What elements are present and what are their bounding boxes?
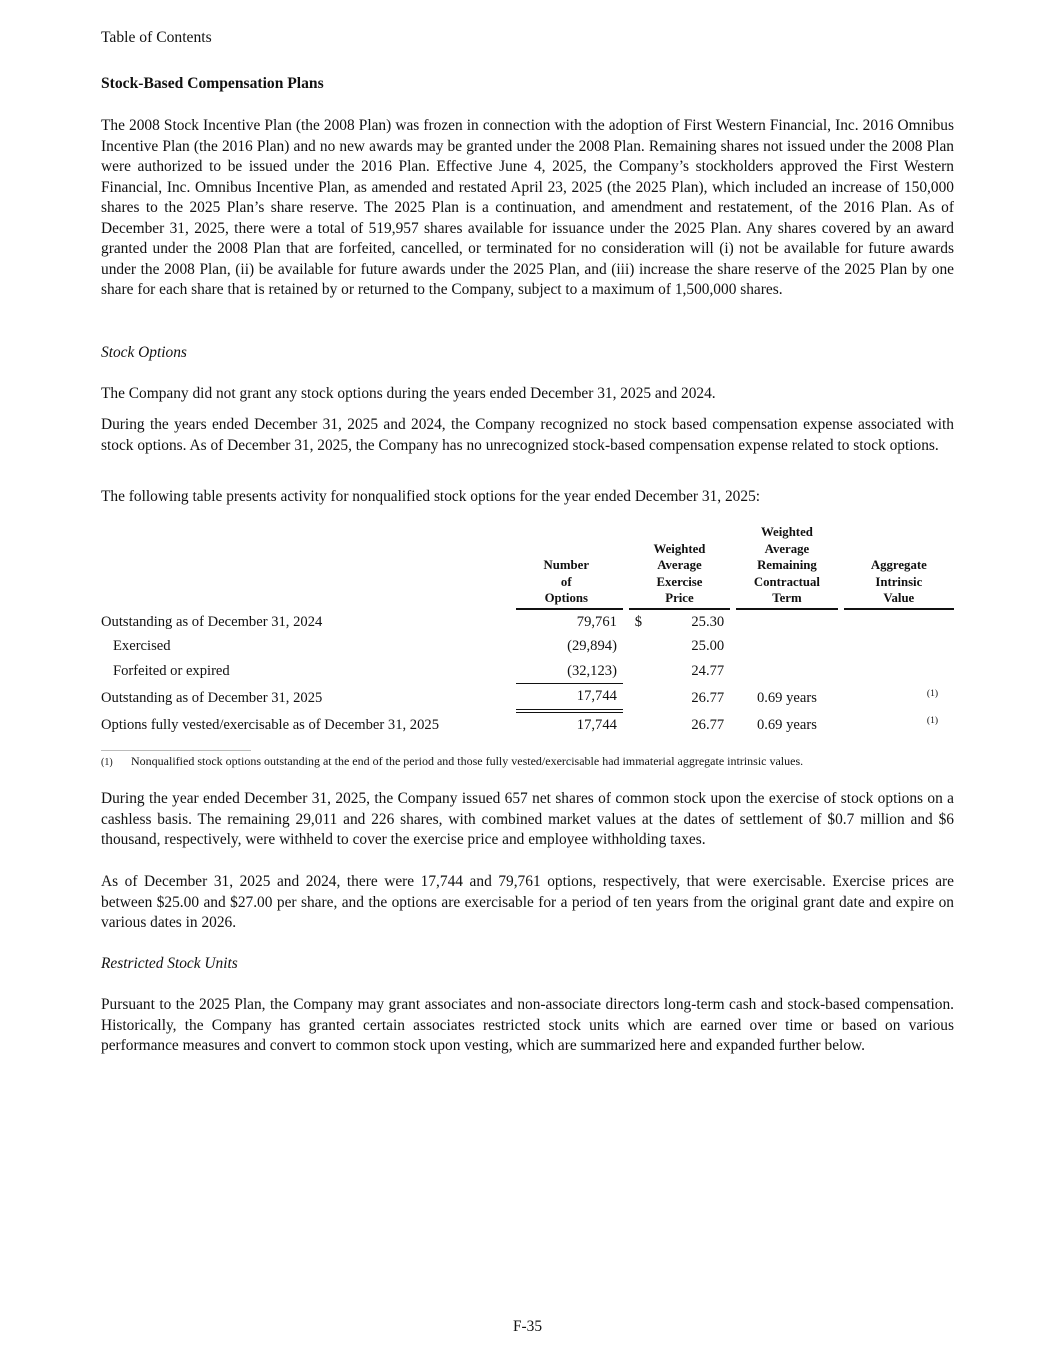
header-line: Aggregate xyxy=(870,558,927,572)
contractual-term-cell xyxy=(736,610,838,635)
plan-description-paragraph: The 2008 Stock Incentive Plan (the 2008 Plan) was frozen in connection with the adoption of First Western Financial, Inc. 2016 Omnibus Incentive Plan (the 2016 Plan) and no new awards may be granted under the 2008 Plan. Remaining shares not issued under the 2008 Plan were authorized to be issued under the 2016 Plan. Effective June 4, 2025, the Company’s stockholders approved the First Western Financial, Inc. Omnibus Incentive Plan, as amended and restated April 23, 2025 (the 2025 Plan), which included an increase of 150,000 shares to the 2025 Plan’s share reserve. The 2025 Plan is a continuation, and amendment and restatement, of the 2016 Plan. As of December 31, 2025, there were a total of 519,957 shares available for issuance under the 2025 Plan. Any shares covered by an award granted under the 2008 Plan that are forfeited, cancelled, or terminated for no consideration will (i) not be available for future awards under the 2008 Plan, (ii) be available for future awards under the 2025 Plan, and (iii) increase the share reserve of the 2025 Plan by one share for each share that is retained by or returned to the Company, subject to a maximum of 1,500,000 shares. xyxy=(101,117,954,298)
contractual-term-cell xyxy=(736,659,838,684)
contractual-term-cell: 0.69 years xyxy=(756,689,817,706)
row-label: Options fully vested/exercisable as of December 31, 2025 xyxy=(101,716,439,733)
table-footnote xyxy=(101,753,803,771)
header-aggregate-intrinsic-value xyxy=(844,524,954,610)
row-label: Exercised xyxy=(113,638,171,655)
no-grants-paragraph: The Company did not grant any stock options during the years ended December 31, 2025 and 2024. xyxy=(101,385,716,402)
header-line: Weighted xyxy=(760,525,813,539)
header-weighted-average-exercise-price xyxy=(629,524,730,610)
table-header-row xyxy=(101,524,954,610)
contractual-term-cell: 0.69 years xyxy=(756,716,817,733)
header-line: Term xyxy=(772,591,802,605)
row-label: Outstanding as of December 31, 2024 xyxy=(101,613,323,630)
number-of-options-cell: 79,761 xyxy=(576,613,617,630)
table-of-contents-header xyxy=(101,28,212,49)
row-label: Outstanding as of December 31, 2025 xyxy=(101,689,323,706)
table-of-contents-link[interactable]: Table of Contents xyxy=(101,29,212,46)
aggregate-value-cell xyxy=(844,610,954,635)
table-row xyxy=(101,713,954,738)
currency-symbol: $ xyxy=(634,613,643,630)
header-line: Number xyxy=(543,558,589,572)
header-line: Average xyxy=(764,541,810,556)
number-of-options-cell: (29,894) xyxy=(567,638,617,655)
stock-options-activity-table xyxy=(101,524,954,737)
aggregate-value-cell xyxy=(844,634,954,659)
exercisable-options-paragraph: As of December 31, 2025 and 2024, there were 17,744 and 79,761 options, respectively, that were exercisable. Exercise prices are between $25.00 and $27.00 per share, and the options are exercisable for a period of ten years from the original grant date and expire on various dates in 2026. xyxy=(101,873,954,931)
number-of-options-cell: (32,123) xyxy=(567,662,617,679)
exercise-price-cell xyxy=(629,713,730,738)
price-value: 26.77 xyxy=(691,689,725,706)
header-line: Intrinsic xyxy=(875,574,923,589)
footnote-reference: (1) xyxy=(926,688,938,699)
exercise-price-cell xyxy=(629,610,730,635)
exercise-price-cell xyxy=(629,659,730,684)
number-of-options-cell: 17,744 xyxy=(576,716,617,733)
number-of-options-cell: 17,744 xyxy=(516,683,623,713)
footnote-marker: (1) xyxy=(101,757,113,768)
row-label: Forfeited or expired xyxy=(113,662,230,679)
section-title: Stock-Based Compensation Plans xyxy=(101,75,324,92)
aggregate-value-cell xyxy=(844,683,954,713)
restricted-stock-units-subheading: Restricted Stock Units xyxy=(101,955,238,972)
price-value: 24.77 xyxy=(691,662,725,679)
header-line: Remaining xyxy=(757,558,817,572)
header-line: Value xyxy=(883,591,915,605)
header-line: Price xyxy=(665,591,694,605)
aggregate-value-cell xyxy=(844,659,954,684)
price-value: 25.00 xyxy=(691,638,725,655)
table-row xyxy=(101,610,954,635)
price-value: 26.77 xyxy=(691,716,725,733)
contractual-term-cell xyxy=(736,634,838,659)
footnote-reference xyxy=(938,613,954,623)
page-number: F-35 xyxy=(512,1318,543,1335)
price-value: 25.30 xyxy=(691,613,725,630)
footnote-divider xyxy=(101,750,251,751)
header-line: Exercise xyxy=(656,574,703,589)
restricted-stock-units-paragraph: Pursuant to the 2025 Plan, the Company may grant associates and non-associate directors long-term cash and stock-based compensation. Historically, the Company has granted certain associates restricted stock units which are earned over time or based on various performance measures and convert to common stock upon vesting, which are summarized here and expanded further below. xyxy=(101,996,954,1054)
exercise-price-cell xyxy=(629,683,730,713)
header-line: Options xyxy=(544,591,588,605)
header-line: of xyxy=(560,574,572,589)
table-intro-paragraph: The following table presents activity for nonqualified stock options for the year ended December 31, 2025: xyxy=(101,488,761,505)
header-remaining-contractual-term xyxy=(736,524,838,610)
header-line: Average xyxy=(657,558,702,572)
exercise-price-cell xyxy=(629,634,730,659)
footnote-text: Nonqualified stock options outstanding at the end of the period and those fully vested/exercisable had immaterial aggregate intrinsic values. xyxy=(131,754,804,768)
compensation-expense-paragraph: During the years ended December 31, 2025 and 2024, the Company recognized no stock based compensation expense associated with stock options. As of December 31, 2025, the Company has no unrecognized stock-based compensation expense related to stock options. xyxy=(101,416,954,454)
header-line: Weighted xyxy=(653,541,706,556)
table-row xyxy=(101,634,954,659)
footnote-reference xyxy=(938,637,954,647)
header-line: Contractual xyxy=(753,574,820,589)
header-number-of-options xyxy=(516,524,623,610)
header-label-column xyxy=(101,524,516,610)
footnote-reference: (1) xyxy=(926,715,938,726)
aggregate-value-cell xyxy=(844,713,954,738)
table-row xyxy=(101,659,954,684)
stock-options-subheading: Stock Options xyxy=(101,344,187,361)
footnote-reference xyxy=(938,662,954,672)
table-row xyxy=(101,683,954,713)
cashless-exercise-paragraph: During the year ended December 31, 2025, the Company issued 657 net shares of common stock upon the exercise of stock options on a cashless basis. The remaining 29,011 and 226 shares, with combined market values at the dates of settlement of $0.7 million and $6 thousand, respectively, were withheld to cover the exercise price and employee withholding taxes. xyxy=(101,790,954,848)
